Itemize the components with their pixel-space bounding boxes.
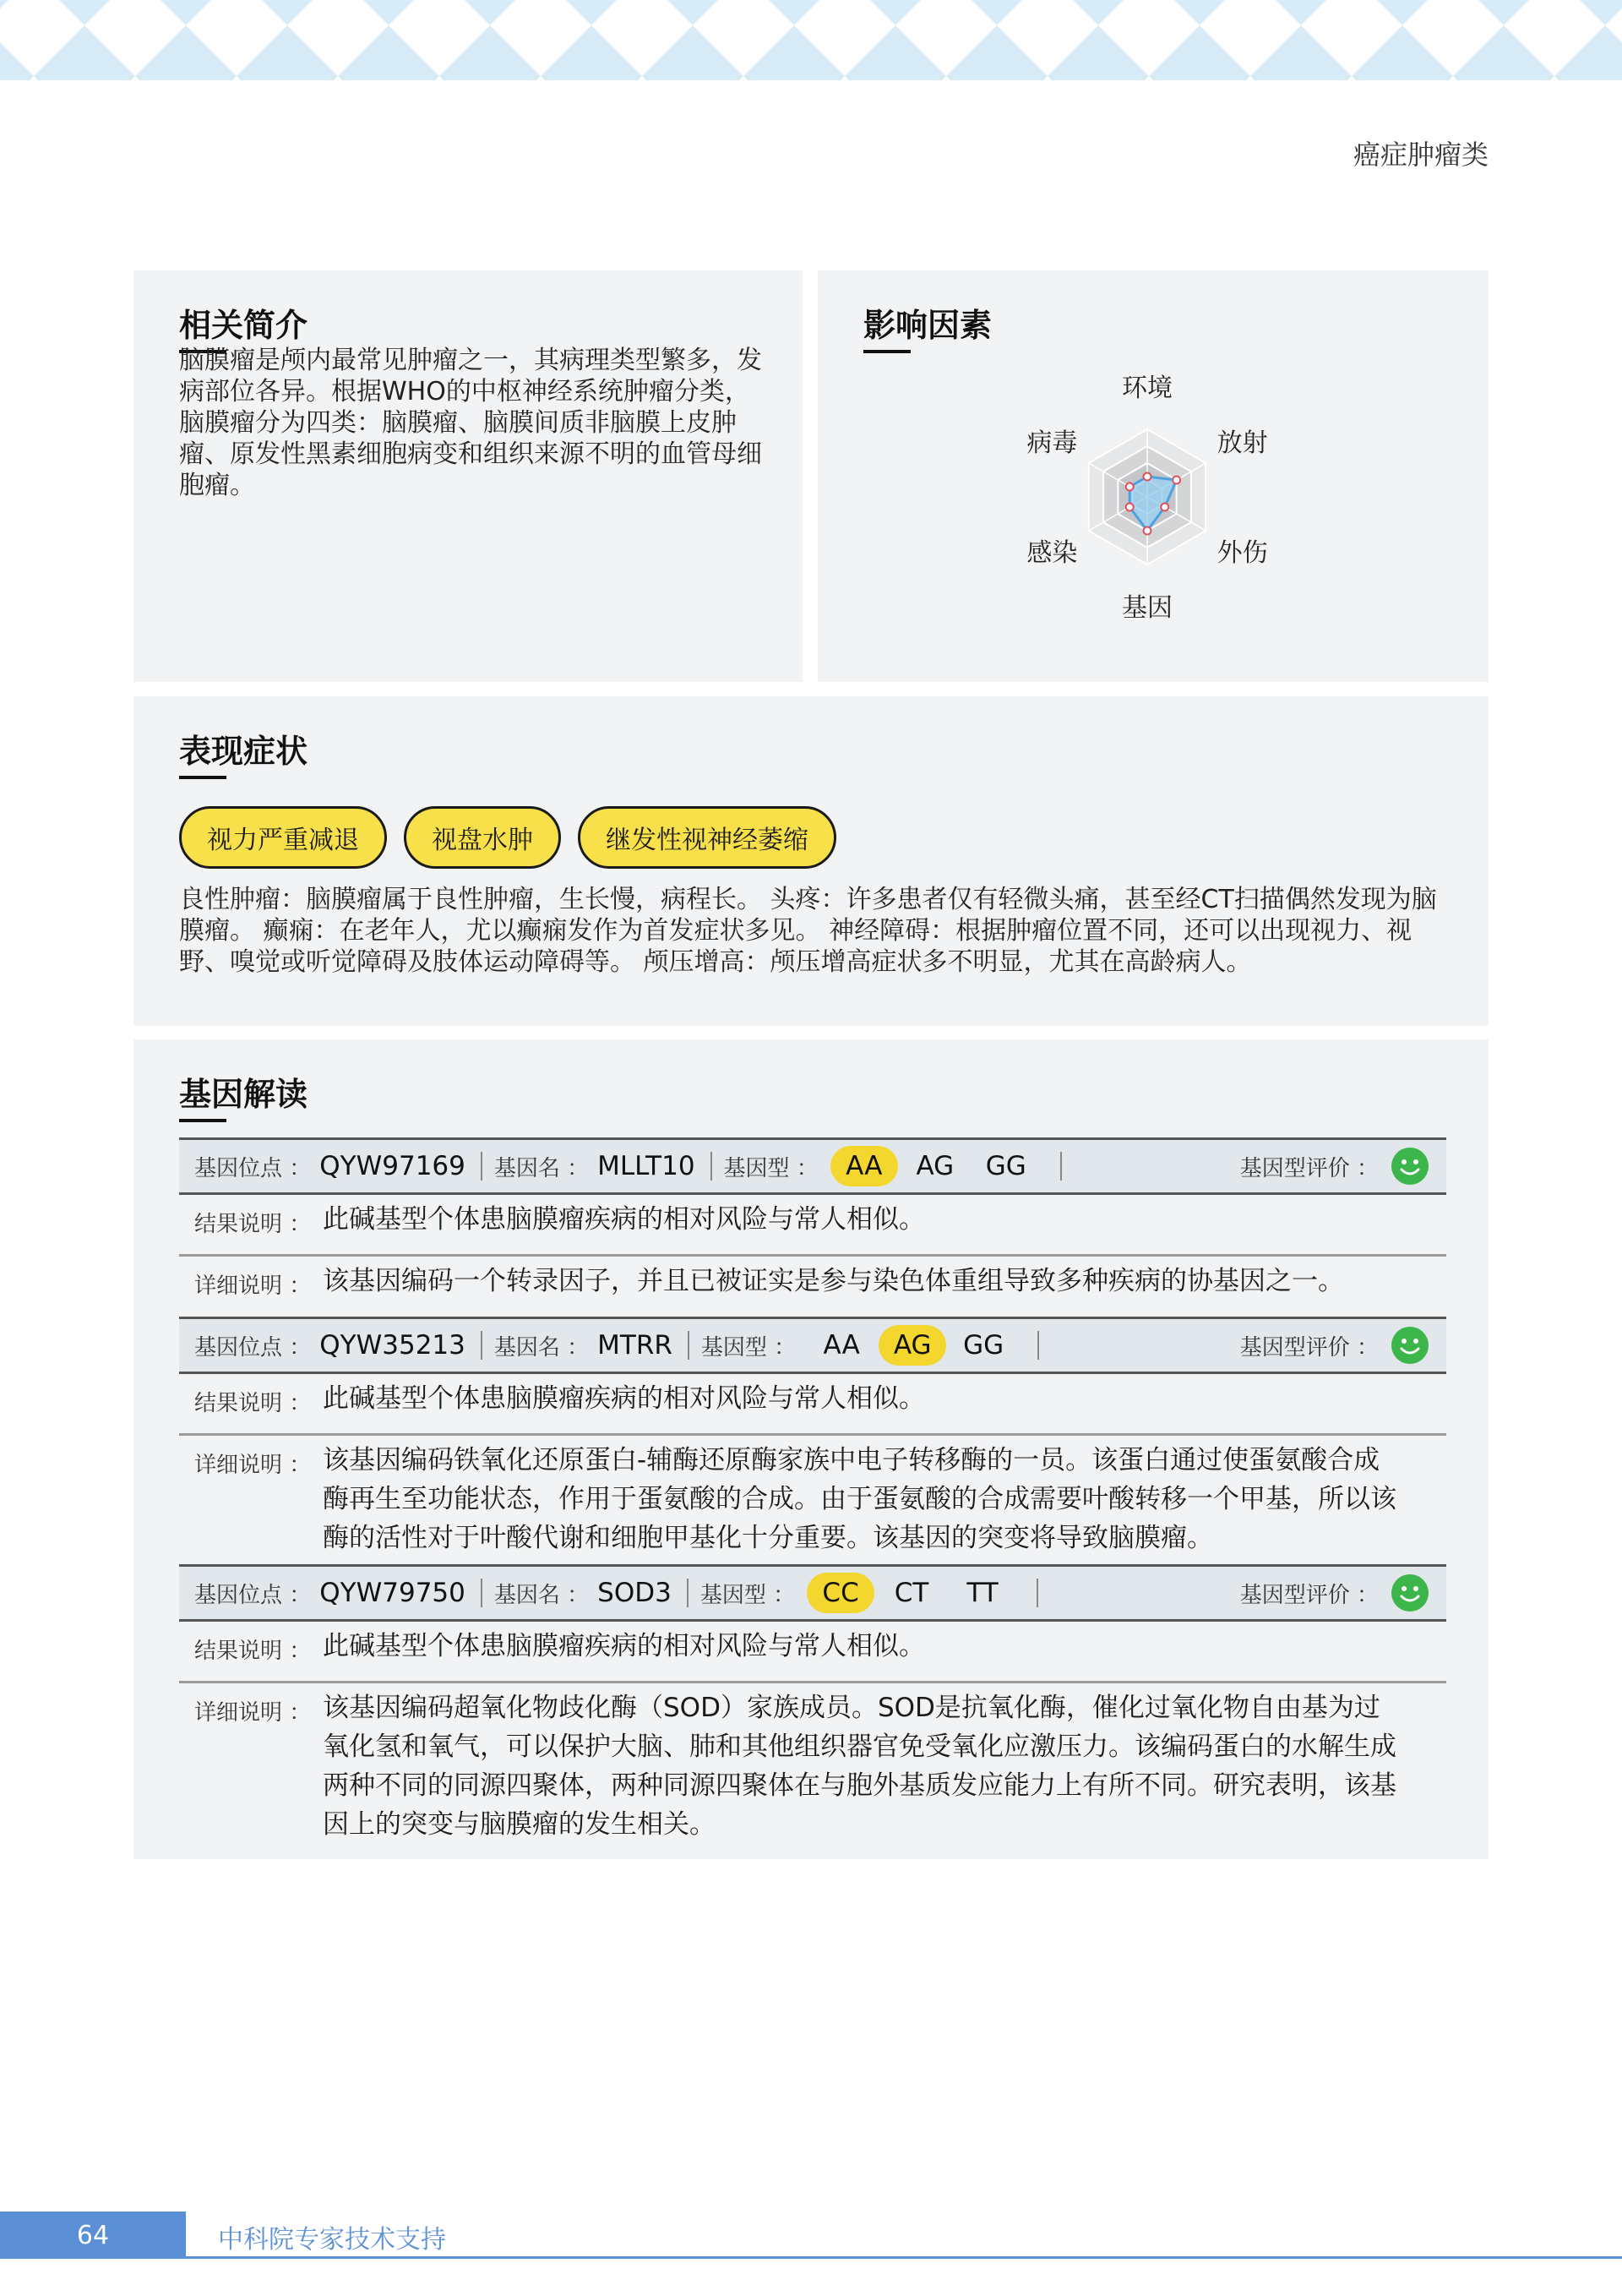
genotype-option: GG xyxy=(985,1151,1026,1181)
divider xyxy=(710,1152,712,1181)
intro-title: 相关简介 xyxy=(179,307,308,344)
detail-row xyxy=(179,1683,1446,1852)
gene-name-value: SOD3 xyxy=(597,1578,672,1608)
result-label: 结果说明 ： xyxy=(194,1212,312,1237)
genotype-option-selected: CC xyxy=(807,1573,874,1613)
genotype-label: 基因型 ： xyxy=(699,1582,796,1608)
radar-axis-label: 基因 xyxy=(1122,593,1173,623)
detail-text: 该基因编码铁氧化还原蛋白-辅酶还原酶家族中电子转移酶的一员。该蛋白通过使蛋氨酸合成酶再生至功能状态，作用于蛋氨酸的合成。由于蛋氨酸的合成需要叶酸转移一个甲基，所以该酶的活性对于叶酸代谢和细胞甲基化十分重要。该基因的突变将导致脑膜瘤。 xyxy=(323,1445,1396,1553)
top-diamond-pattern xyxy=(0,0,1622,80)
divider xyxy=(1037,1579,1038,1607)
gene-name-label: 基因名 ： xyxy=(493,1334,590,1361)
genotype-rating xyxy=(1240,1319,1429,1372)
genes-title: 基因解读 xyxy=(179,1076,308,1113)
genotype-option: AG xyxy=(916,1151,955,1181)
symptoms-panel xyxy=(133,696,1489,1026)
result-row xyxy=(179,1622,1446,1683)
divider xyxy=(687,1579,689,1607)
page-footer xyxy=(0,2211,1622,2259)
radar-data-point xyxy=(1173,477,1180,484)
gene-name-label: 基因名 ： xyxy=(493,1582,590,1608)
detail-text: 该基因编码一个转录因子，并且已被证实是参与染色体重组导致多种疾病的协基因之一。 xyxy=(323,1266,1344,1296)
result-text: 此碱基型个体患脑膜瘤疾病的相对风险与常人相似。 xyxy=(323,1204,925,1235)
smiley-icon xyxy=(1391,1326,1429,1365)
footer-text: 中科院专家技术支持 xyxy=(218,2225,446,2255)
genotype-option: AA xyxy=(823,1330,860,1361)
symptom-chip: 继发性视神经萎缩 xyxy=(578,806,836,869)
intro-panel xyxy=(133,270,803,682)
result-text: 此碱基型个体患脑膜瘤疾病的相对风险与常人相似。 xyxy=(323,1383,925,1414)
detail-label: 详细说明 ： xyxy=(194,1700,312,1726)
genotype-option: CT xyxy=(894,1578,929,1608)
result-row xyxy=(179,1195,1446,1257)
locus-label: 基因位点 ： xyxy=(194,1334,312,1361)
locus-value: QYW97169 xyxy=(319,1151,465,1181)
locus-label: 基因位点 ： xyxy=(194,1582,312,1608)
detail-row xyxy=(179,1257,1446,1317)
page-number: 64 xyxy=(0,2211,186,2259)
gene-name-value: MLLT10 xyxy=(597,1151,695,1181)
genotype-option-selected: AA xyxy=(830,1146,898,1186)
radar-axis-label: 感染 xyxy=(1026,538,1078,568)
detail-row xyxy=(179,1436,1446,1564)
locus-value: QYW35213 xyxy=(319,1330,465,1361)
result-label: 结果说明 ： xyxy=(194,1639,312,1664)
gene-table xyxy=(179,1137,1446,1852)
gene-name-value: MTRR xyxy=(597,1330,672,1361)
radar-axis-label: 外伤 xyxy=(1216,538,1268,568)
detail-label: 详细说明 ： xyxy=(194,1453,312,1478)
symptom-text: 良性肿瘤：脑膜瘤属于良性肿瘤，生长慢，病程长。 头疼：许多患者仅有轻微头痛，甚至经CT扫描偶然发现为脑膜瘤。 癫痫：在老年人，尤以癫痫发作为首发症状多见。 神经障碍：根据肿瘤位置不同，还可以出现视力、视野、嗅觉或听觉障碍及肢体运动障碍等。 颅压增高：颅压增高症状多不明显，尤其在高龄病人。 xyxy=(179,885,1437,977)
factors-panel xyxy=(818,270,1489,682)
divider xyxy=(481,1331,482,1360)
gene-header-row xyxy=(179,1564,1446,1622)
radar-axis-label: 环境 xyxy=(1122,374,1173,403)
symptom-chip: 视力严重减退 xyxy=(179,806,387,869)
divider xyxy=(1037,1331,1039,1360)
title-underline xyxy=(179,776,226,779)
title-underline xyxy=(179,1119,226,1122)
divider xyxy=(688,1331,689,1360)
locus-label: 基因位点 ： xyxy=(194,1155,312,1181)
rating-label: 基因型评价 ： xyxy=(1239,1334,1379,1361)
symptoms-title: 表现症状 xyxy=(179,733,308,770)
radar-data-point xyxy=(1126,504,1134,511)
genotype-rating xyxy=(1240,1140,1429,1192)
genotype-label: 基因型 ： xyxy=(700,1334,797,1361)
radar-data-point xyxy=(1126,483,1134,491)
page-category: 癌症肿瘤类 xyxy=(1353,139,1489,171)
detail-text: 该基因编码超氧化物歧化酶（SOD）家族成员。SOD是抗氧化酶，催化过氧化物自由基为过氧化氢和氧气，可以保护大脑、肺和其他组织器官免受氧化应激压力。该编码蛋白的水解生成两种不同的同源四聚体，两种同源四聚体在与胞外基质发应能力上有所不同。研究表明，该基因上的突变与脑膜瘤的发生相关。 xyxy=(323,1693,1396,1840)
radar-data-point xyxy=(1144,527,1151,535)
gene-header-row xyxy=(179,1137,1446,1195)
radar-axis-label: 放射 xyxy=(1216,428,1268,458)
factors-title: 影响因素 xyxy=(863,307,993,344)
result-row xyxy=(179,1374,1446,1436)
smiley-icon xyxy=(1391,1573,1429,1612)
result-text: 此碱基型个体患脑膜瘤疾病的相对风险与常人相似。 xyxy=(323,1631,925,1661)
detail-label: 详细说明 ： xyxy=(194,1273,312,1299)
rating-label: 基因型评价 ： xyxy=(1239,1155,1379,1181)
footer-line xyxy=(186,2256,1622,2259)
rating-label: 基因型评价 ： xyxy=(1239,1582,1379,1608)
genotype-rating xyxy=(1240,1567,1429,1619)
genotype-label: 基因型 ： xyxy=(723,1155,819,1181)
symptom-chip: 视盘水肿 xyxy=(404,806,561,869)
divider xyxy=(481,1579,482,1607)
genotype-option: TT xyxy=(966,1578,999,1608)
gene-header-row xyxy=(179,1317,1446,1374)
divider xyxy=(481,1152,482,1181)
symptom-chips xyxy=(179,806,836,869)
locus-value: QYW79750 xyxy=(319,1578,465,1608)
radar-axis-label: 病毒 xyxy=(1026,428,1078,458)
divider xyxy=(1060,1152,1062,1181)
genes-panel xyxy=(133,1039,1489,1859)
genotype-option: GG xyxy=(963,1330,1004,1361)
genotype-option-selected: AG xyxy=(879,1325,946,1366)
radar-data-point xyxy=(1144,473,1151,481)
radar-data-point xyxy=(1161,504,1168,511)
result-label: 结果说明 ： xyxy=(194,1391,312,1416)
smiley-icon xyxy=(1391,1147,1429,1186)
intro-text: 脑膜瘤是颅内最常见肿瘤之一，其病理类型繁多，发病部位各异。根据WHO的中枢神经系统肿瘤分类，脑膜瘤分为四类：脑膜瘤、脑膜间质非脑膜上皮肿瘤、原发性黑素细胞病变和组织来源不明的血管母细胞瘤。 xyxy=(179,346,762,500)
gene-name-label: 基因名 ： xyxy=(493,1155,590,1181)
radar-chart xyxy=(818,270,1489,682)
